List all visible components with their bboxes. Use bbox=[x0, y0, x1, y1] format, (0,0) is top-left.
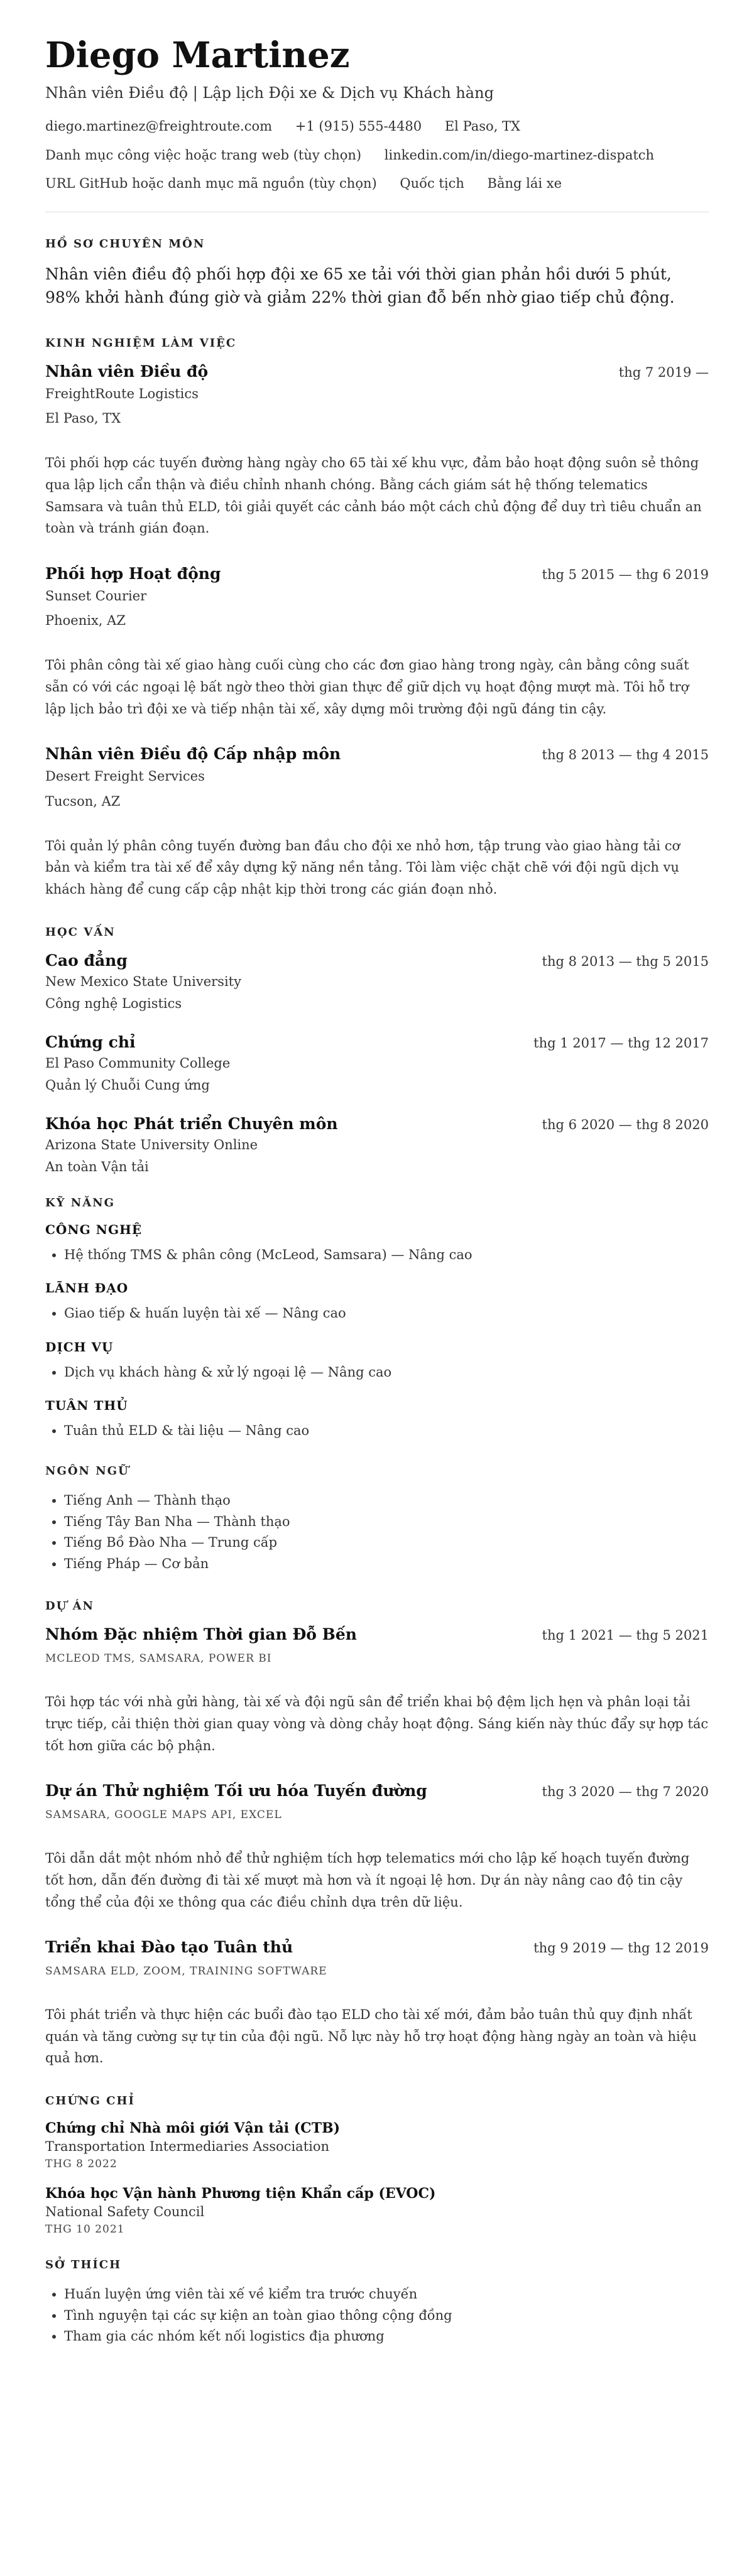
contact-row-links bbox=[45, 146, 709, 165]
skill-item: • Dịch vụ khách hàng & xử lý ngoại lệ — Nâng cao bbox=[64, 1362, 709, 1383]
contact-linkedin: linkedin.com/in/diego-martinez-dispatch bbox=[384, 147, 655, 163]
certification-name: Khóa học Vận hành Phương tiện Khẩn cấp (EVOC) bbox=[45, 2185, 436, 2202]
contact-portfolio: Danh mục công việc hoặc trang web (tùy chọn) bbox=[45, 147, 362, 163]
interest-item: • Tham gia các nhóm kết nối logistics địa phương bbox=[64, 2326, 709, 2347]
project-description: Tôi dẫn dắt một nhóm nhỏ để thử nghiệm tích hợp telematics mới cho lập kế hoạch tuyến đường tốt hơn, dẫn đến đường đi tài xế mượt mà hơn và ít ngoại lệ hơn. Dự án này nâng cao độ tin cậy tổng thể của đội xe thông qua các điều chỉnh dựa trên dữ liệu. bbox=[45, 1851, 690, 1910]
experience-section bbox=[45, 337, 709, 901]
experience-entry bbox=[45, 745, 709, 900]
job-dates: thg 7 2019 — bbox=[618, 364, 709, 380]
languages-section bbox=[45, 1464, 709, 1574]
contact-github: URL GitHub hoặc danh mục mã nguồn (tùy chọn) bbox=[45, 175, 377, 191]
interests-section bbox=[45, 2258, 709, 2347]
skill-group bbox=[45, 1280, 709, 1324]
contact-row-extra bbox=[45, 175, 709, 193]
company-name: FreightRoute Logistics bbox=[45, 386, 199, 401]
skill-list bbox=[45, 1421, 709, 1442]
experience-entry bbox=[45, 565, 709, 720]
skill-item: • Tuân thủ ELD & tài liệu — Nâng cao bbox=[64, 1421, 709, 1442]
entry-header bbox=[45, 1782, 709, 1800]
skill-group-title: TUÂN THỦ bbox=[45, 1398, 128, 1414]
skill-list bbox=[45, 1362, 709, 1383]
entry-header bbox=[45, 565, 709, 583]
school-name: El Paso Community College bbox=[45, 1055, 231, 1071]
entry-header bbox=[45, 362, 709, 381]
education-section bbox=[45, 926, 709, 1177]
section-title: HỌC VẤN bbox=[45, 925, 116, 939]
section-title: KINH NGHIỆM LÀM VIỆC bbox=[45, 336, 237, 350]
job-location: El Paso, TX bbox=[45, 411, 121, 426]
experience-entry bbox=[45, 362, 709, 539]
education-dates: thg 6 2020 — thg 8 2020 bbox=[542, 1117, 709, 1132]
skill-item: • Giao tiếp & huấn luyện tài xế — Nâng cao bbox=[64, 1303, 709, 1324]
job-title: Phối hợp Hoạt động bbox=[45, 564, 221, 583]
summary-text: Nhân viên điều độ phối hợp đội xe 65 xe tải với thời gian phản hồi dưới 5 phút, 98% khởi hành đúng giờ và giảm 22% thời gian đỗ bến nhờ giao tiếp chủ động. bbox=[45, 265, 675, 306]
job-dates: thg 5 2015 — thg 6 2019 bbox=[542, 566, 709, 582]
language-item: • Tiếng Bồ Đào Nha — Trung cấp bbox=[64, 1532, 709, 1554]
job-description: Tôi phân công tài xế giao hàng cuối cùng cho các đơn giao hàng trong ngày, cân bằng công suất sẵn có với các ngoại lệ bất ngờ theo thời gian thực để giữ dịch vụ hoạt động mượt mà. Tôi hỗ trợ lập lịch bảo trì đội xe và tiếp nhận tài xế, xây dựng môi trường đội ngũ đáng tin cậy. bbox=[45, 658, 689, 717]
field-of-study: Công nghệ Logistics bbox=[45, 996, 182, 1012]
education-dates: thg 1 2017 — thg 12 2017 bbox=[533, 1035, 709, 1051]
job-location: Phoenix, AZ bbox=[45, 613, 126, 629]
company-name: Desert Freight Services bbox=[45, 769, 205, 784]
certification-date: THG 10 2021 bbox=[45, 2223, 125, 2236]
job-title: Nhân viên Điều độ Cấp nhập môn bbox=[45, 745, 341, 764]
contact-driver-license: Bằng lái xe bbox=[487, 175, 562, 191]
education-dates: thg 8 2013 — thg 5 2015 bbox=[542, 953, 709, 969]
interest-item: • Huấn luyện ứng viên tài xế về kiểm tra trước chuyến bbox=[64, 2284, 709, 2305]
degree-name: Khóa học Phát triển Chuyên môn bbox=[45, 1114, 338, 1133]
interest-list bbox=[45, 2284, 709, 2347]
project-entry bbox=[45, 1782, 709, 1913]
resume-header bbox=[45, 36, 709, 193]
language-item: • Tiếng Anh — Thành thạo bbox=[64, 1490, 709, 1512]
school-name: New Mexico State University bbox=[45, 973, 241, 989]
certifications-section bbox=[45, 2094, 709, 2236]
job-location: Tucson, AZ bbox=[45, 793, 121, 809]
summary-section bbox=[45, 237, 709, 309]
skill-group-title: DỊCH VỤ bbox=[45, 1339, 114, 1355]
certification-entry bbox=[45, 2120, 709, 2170]
skill-group bbox=[45, 1398, 709, 1442]
education-entry bbox=[45, 1033, 709, 1096]
degree-name: Cao đẳng bbox=[45, 951, 128, 970]
skill-group bbox=[45, 1339, 709, 1383]
school-name: Arizona State University Online bbox=[45, 1137, 258, 1152]
contact-row-primary bbox=[45, 117, 709, 136]
section-title: SỞ THÍCH bbox=[45, 2258, 122, 2272]
field-of-study: Quản lý Chuỗi Cung ứng bbox=[45, 1078, 210, 1093]
interest-item: • Tình nguyện tại các sự kiện an toàn giao thông cộng đồng bbox=[64, 2305, 709, 2327]
language-list bbox=[45, 1490, 709, 1574]
language-item: • Tiếng Pháp — Cơ bản bbox=[64, 1554, 709, 1575]
company-name: Sunset Courier bbox=[45, 588, 147, 603]
project-dates: thg 9 2019 — thg 12 2019 bbox=[533, 1940, 709, 1956]
job-dates: thg 8 2013 — thg 4 2015 bbox=[542, 747, 709, 763]
certification-entry bbox=[45, 2185, 709, 2236]
contact-location: El Paso, TX bbox=[444, 119, 520, 134]
education-entry bbox=[45, 1115, 709, 1177]
project-entry bbox=[45, 1938, 709, 2069]
project-description: Tôi phát triển và thực hiện các buổi đào tạo ELD cho tài xế mới, đảm bảo tuân thủ quy định nhất quán và tăng cường sự tự tin của đội ngũ. Nỗ lực này hỗ trợ hoạt động hàng ngày an toàn và hiệu quả hơn. bbox=[45, 2007, 697, 2066]
entry-header bbox=[45, 745, 709, 763]
entry-header bbox=[45, 1625, 709, 1643]
project-tags: MCLEOD TMS, SAMSARA, POWER BI bbox=[45, 1652, 272, 1665]
skill-list bbox=[45, 1245, 709, 1266]
entry-header bbox=[45, 1938, 709, 1956]
section-title: HỒ SƠ CHUYÊN MÔN bbox=[45, 237, 205, 251]
skill-group bbox=[45, 1222, 709, 1266]
certification-date: THG 8 2022 bbox=[45, 2158, 117, 2171]
job-description: Tôi quản lý phân công tuyến đường ban đầu cho đội xe nhỏ hơn, tập trung vào giao hàng tải cơ bản và kiểm tra tài xế để xây dựng kỹ năng nền tảng. Tôi làm việc chặt chẽ với đội ngũ dịch vụ khách hàng để cung cấp cập nhật kịp thời trong các gián đoạn nhỏ. bbox=[45, 838, 680, 897]
project-entry bbox=[45, 1625, 709, 1756]
education-entry bbox=[45, 951, 709, 1014]
project-name: Nhóm Đặc nhiệm Thời gian Đỗ Bến bbox=[45, 1625, 357, 1644]
section-title: DỰ ÁN bbox=[45, 1599, 94, 1613]
contact-nationality: Quốc tịch bbox=[400, 175, 464, 191]
certification-issuer: National Safety Council bbox=[45, 2204, 205, 2220]
language-item: • Tiếng Tây Ban Nha — Thành thạo bbox=[64, 1512, 709, 1533]
degree-name: Chứng chỉ bbox=[45, 1032, 136, 1051]
section-title: CHỨNG CHỈ bbox=[45, 2094, 135, 2108]
skill-group-title: LÃNH ĐẠO bbox=[45, 1280, 129, 1296]
candidate-name: Diego Martinez bbox=[45, 35, 350, 76]
entry-header bbox=[45, 1115, 709, 1133]
contact-phone: +1 (915) 555-4480 bbox=[295, 119, 422, 134]
project-name: Dự án Thử nghiệm Tối ưu hóa Tuyến đường bbox=[45, 1782, 427, 1800]
section-title: KỸ NĂNG bbox=[45, 1196, 116, 1210]
project-name: Triển khai Đào tạo Tuân thủ bbox=[45, 1938, 293, 1957]
project-tags: SAMSARA ELD, ZOOM, TRAINING SOFTWARE bbox=[45, 1965, 327, 1978]
entry-header bbox=[45, 1033, 709, 1051]
skill-item: • Hệ thống TMS & phân công (McLeod, Samsara) — Nâng cao bbox=[64, 1245, 709, 1266]
certification-issuer: Transportation Intermediaries Association bbox=[45, 2139, 330, 2155]
field-of-study: An toàn Vận tải bbox=[45, 1159, 149, 1175]
skills-section bbox=[45, 1196, 709, 1442]
project-description: Tôi hợp tác với nhà gửi hàng, tài xế và đội ngũ sân để triển khai bộ đệm lịch hẹn và phân loại tải trực tiếp, cải thiện thời gian quay vòng và dòng chảy hoạt động. Sáng kiến này thúc đẩy sự hợp tác tốt hơn giữa các bộ phận. bbox=[45, 1694, 709, 1753]
projects-section bbox=[45, 1599, 709, 2069]
project-dates: thg 3 2020 — thg 7 2020 bbox=[542, 1784, 709, 1800]
candidate-headline: Nhân viên Điều độ | Lập lịch Đội xe & Dịch vụ Khách hàng bbox=[45, 84, 494, 102]
job-title: Nhân viên Điều độ bbox=[45, 362, 209, 381]
section-title: NGÔN NGỮ bbox=[45, 1464, 129, 1478]
project-tags: SAMSARA, GOOGLE MAPS API, EXCEL bbox=[45, 1809, 282, 1822]
skill-list bbox=[45, 1303, 709, 1324]
entry-header bbox=[45, 951, 709, 970]
skill-group-title: CÔNG NGHỆ bbox=[45, 1221, 143, 1237]
contact-email: diego.martinez@freightroute.com bbox=[45, 119, 273, 134]
job-description: Tôi phối hợp các tuyến đường hàng ngày cho 65 tài xế khu vực, đảm bảo hoạt động suôn sẻ thông qua lập lịch cẩn thận và điều chỉnh nhanh chóng. Bằng cách giám sát hệ thống telematics Samsara và tuân thủ ELD, tôi giải quyết các cảnh báo một cách chủ động để duy trì tiêu chuẩn an toàn và tránh gián đoạn. bbox=[45, 455, 702, 536]
project-dates: thg 1 2021 — thg 5 2021 bbox=[542, 1628, 709, 1643]
certification-name: Chứng chỉ Nhà môi giới Vận tải (CTB) bbox=[45, 2120, 341, 2137]
